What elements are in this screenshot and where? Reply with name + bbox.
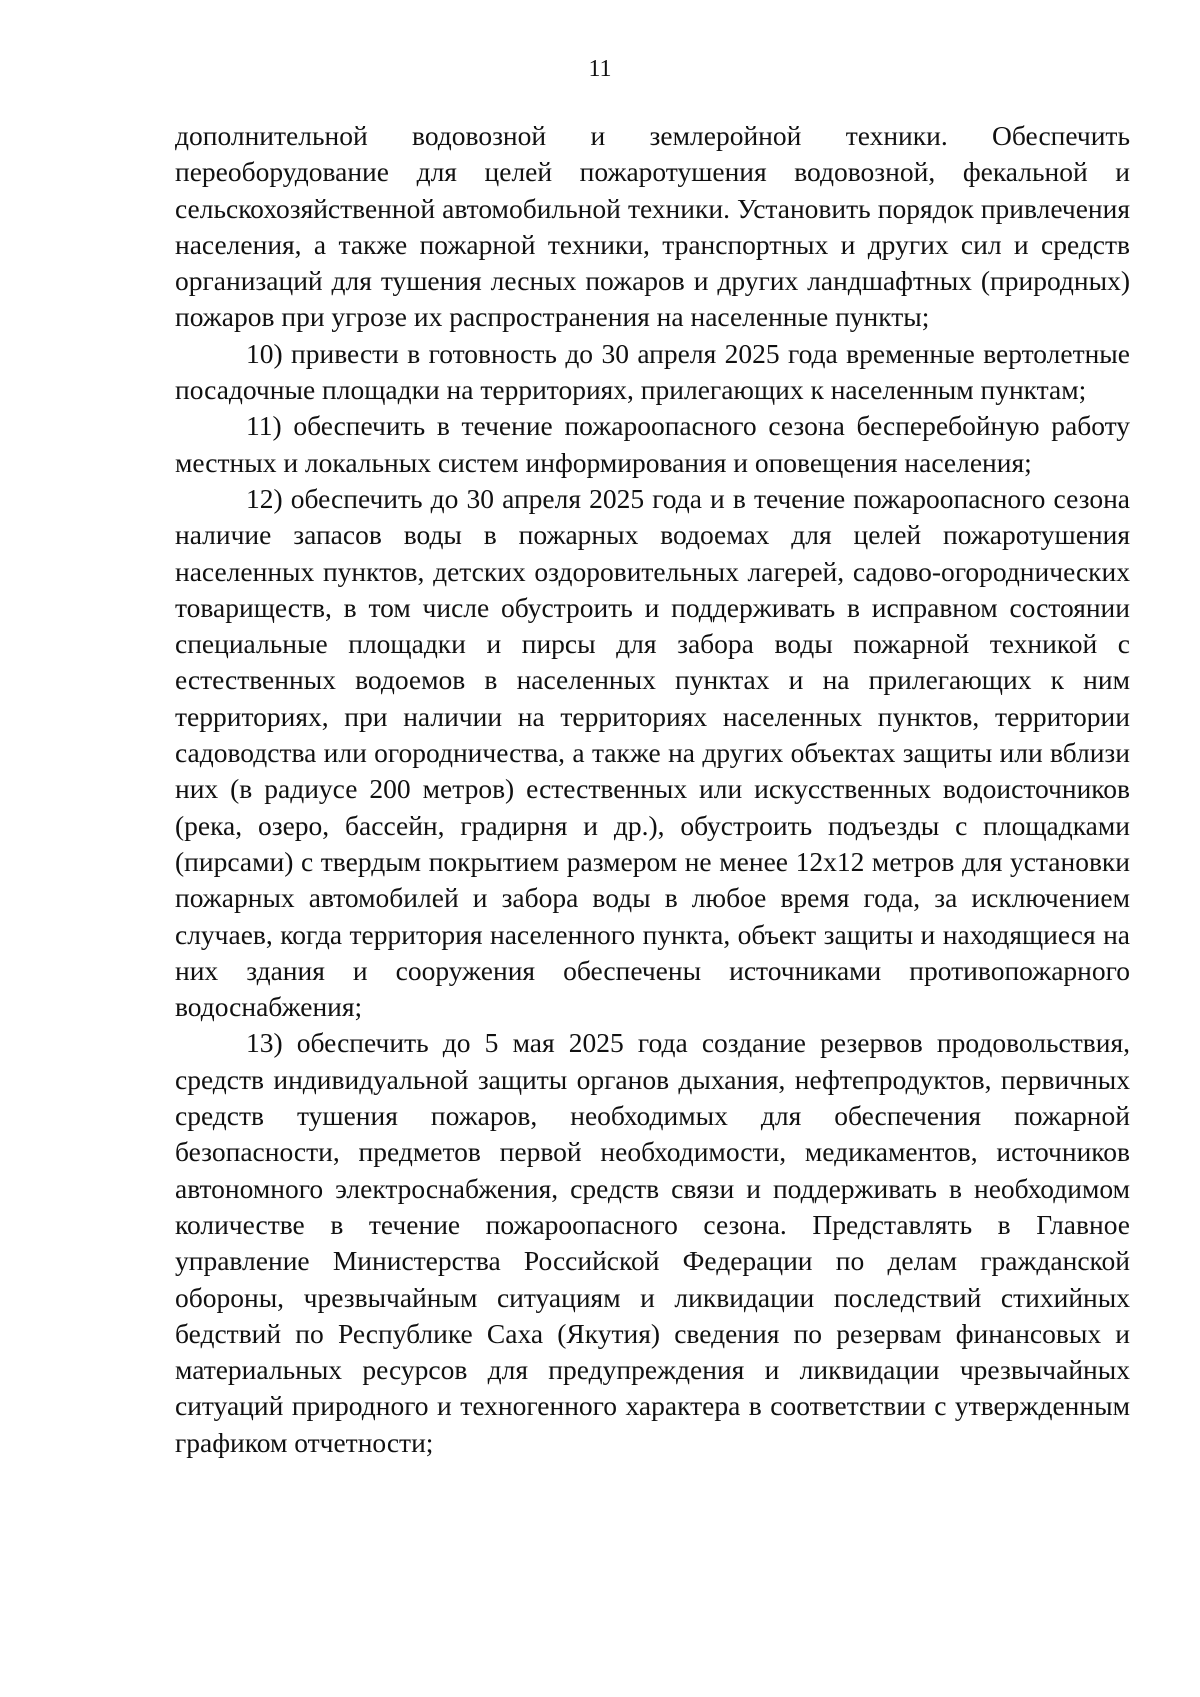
paragraph-item-13: 13) обеспечить до 5 мая 2025 года создание резервов продовольствия, средств индивидуальной защиты органов дыхания, нефтепродуктов, первичных средств тушения пожаров, необходимых для обеспечения пожарной безопасности, предметов первой необходимости, медикаментов, источников автономного электроснабжения, средств связи и поддерживать в необходимом количестве в течение пожароопасного сезона. Представлять в Главное управление Министерства Российской Федерации по делам гражданской обороны, чрезвычайным ситуациям и ликвидации последствий стихийных бедствий по Республике Саха (Якутия) сведения по резервам финансовых и материальных ресурсов для предупреждения и ликвидации чрезвычайных ситуаций природного и техногенного характера в соответствии с утвержденным графиком отчетности; — [175, 1027, 1130, 1458]
paragraph-item-11: 11) обеспечить в течение пожароопасного сезона бесперебойную работу местных и локальных систем информирования и оповещения населения; — [175, 410, 1130, 478]
document-body — [175, 118, 1130, 1461]
page-number: 11 — [588, 56, 612, 82]
paragraph-item-10: 10) привести в готовность до 30 апреля 2025 года временные вертолетные посадочные площадки на территориях, прилегающих к населенным пунктам; — [175, 337, 1130, 406]
paragraph-continuation: дополнительной водовозной и землеройной техники. Обеспечить переоборудование для целей пожаротушения водовозной, фекальной и сельскохозяйственной автомобильной техники. Установить порядок привлечения населения, а также пожарной техники, транспортных и других сил и средств организаций для тушения лесных пожаров и других ландшафтных (природных) пожаров при угрозе их распространения на населенные пункты; — [175, 120, 1130, 333]
paragraph-item-12: 12) обеспечить до 30 апреля 2025 года и в течение пожароопасного сезона наличие запасов воды в пожарных водоемах для целей пожаротушения населенных пунктов, детских оздоровительных лагерей, садово-огороднических товариществ, в том числе обустроить и поддерживать в исправном состоянии специальные площадки и пирсы для забора воды пожарной техникой с естественных водоемов в населенных пунктах и на прилегающих к ним территориях, при наличии на территориях населенных пунктов, территории садоводства или огородничества, а также на других объектах защиты или вблизи них (в радиусе 200 метров) естественных или искусственных водоисточников (река, озеро, бассейн, градирня и др.), обустроить подъезды с площадками (пирсами) с твердым покрытием размером не менее 12x12 метров для установки пожарных автомобилей и забора воды в любое время года, за исключением случаев, когда территория населенного пункта, объект защиты и находящиеся на них здания и сооружения обеспечены источниками противопожарного водоснабжения; — [175, 482, 1130, 1023]
